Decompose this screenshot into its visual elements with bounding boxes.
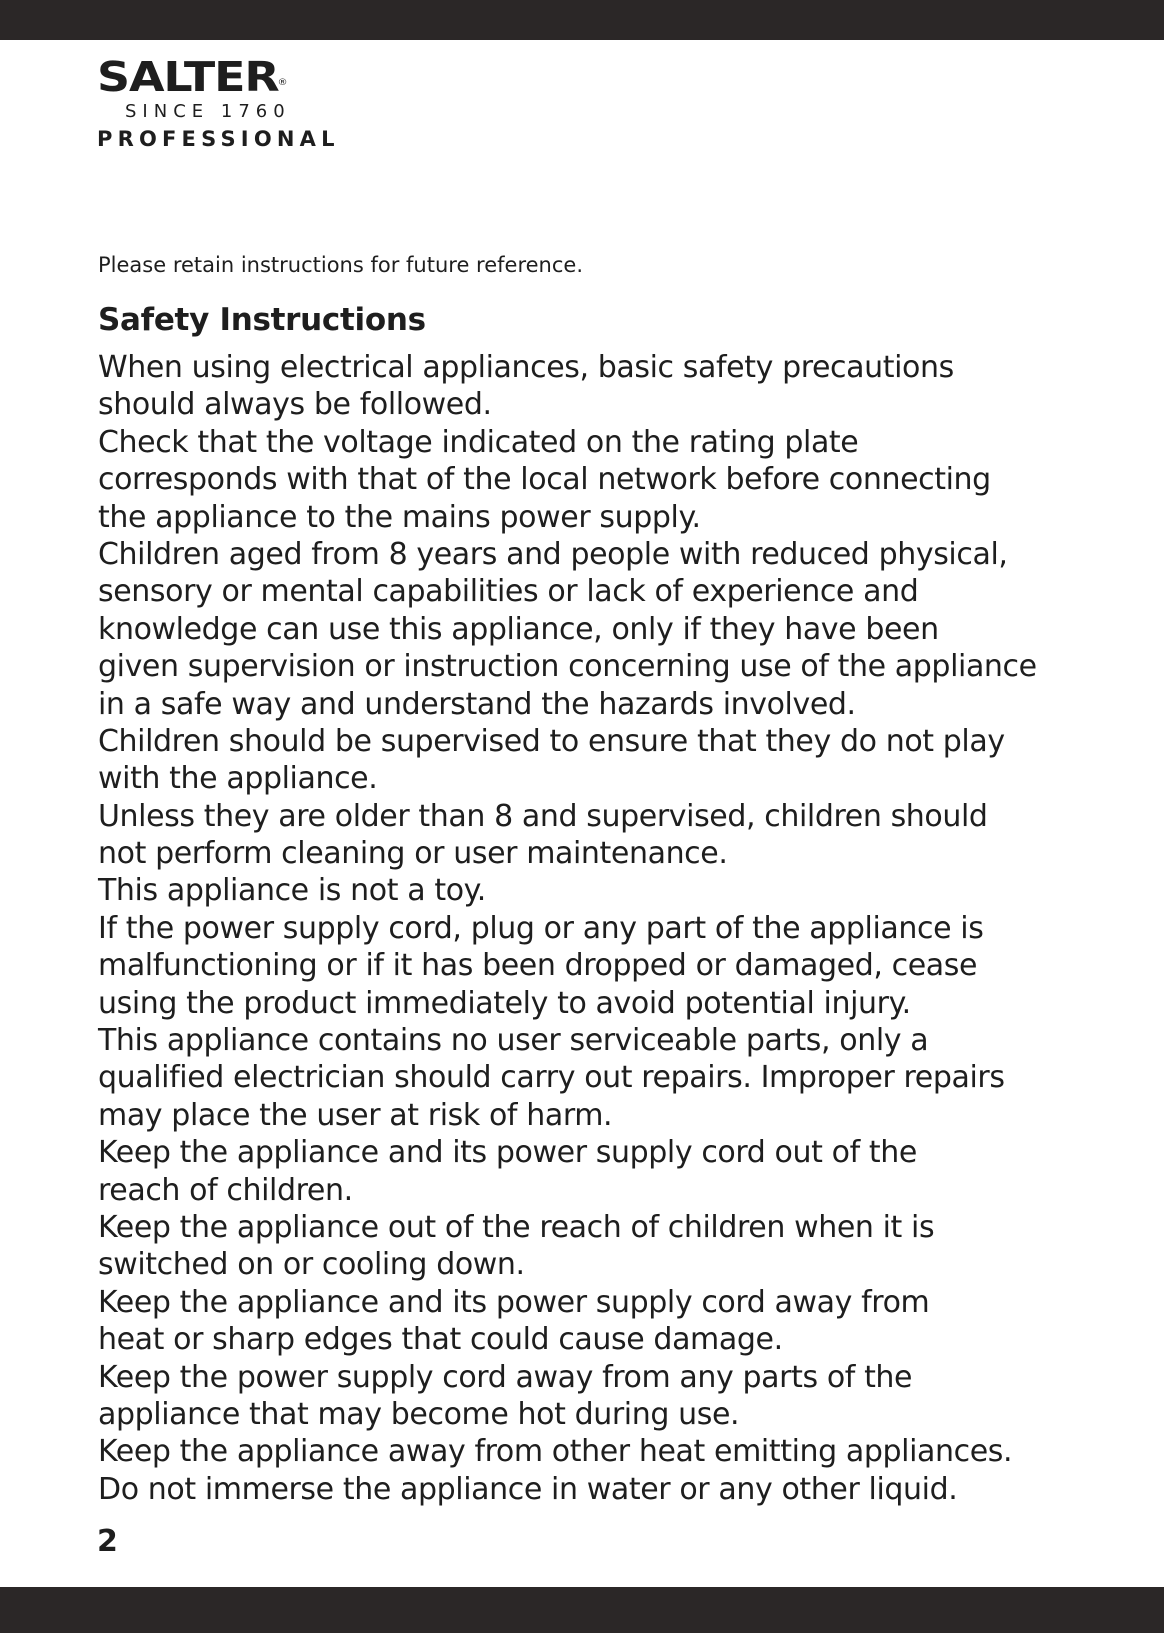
text-line: with the appliance. (98, 761, 378, 797)
text-line: qualified electrician should carry out repairs. Improper repairs (98, 1060, 1005, 1096)
logo-brand-text: SALTER (97, 53, 279, 101)
text-line: reach of children. (98, 1172, 353, 1208)
text-line: switched on or cooling down. (98, 1247, 525, 1283)
logo-since: SINCE 1760 (125, 101, 291, 122)
text-line: sensory or mental capabilities or lack of experience and (98, 574, 919, 610)
text-line: knowledge can use this appliance, only if they have been (98, 611, 939, 647)
logo-brand (97, 53, 288, 101)
text-line: corresponds with that of the local network before connecting (98, 462, 991, 498)
logo-professional: PROFESSIONAL (97, 127, 340, 151)
text-line: using the product immediately to avoid potential injury. (98, 985, 911, 1021)
top-bar (0, 0, 1164, 40)
text-line: should always be followed. (98, 387, 492, 423)
text-line: This appliance contains no user serviceable parts, only a (98, 1023, 929, 1059)
section-heading: Safety Instructions (98, 302, 426, 338)
text-line: not perform cleaning or user maintenance. (98, 836, 728, 872)
text-line: the appliance to the mains power supply. (98, 499, 701, 535)
text-line: This appliance is not a toy. (98, 873, 486, 909)
text-line: Keep the appliance and its power supply cord out of the (98, 1135, 917, 1171)
text-line: Do not immerse the appliance in water or any other liquid. (98, 1471, 958, 1507)
text-line: Children aged from 8 years and people with reduced physical, (98, 536, 1008, 572)
bottom-bar (0, 1587, 1164, 1633)
text-line: given supervision or instruction concerning use of the appliance (98, 649, 1037, 685)
text-line: Keep the appliance and its power supply cord away from (98, 1284, 930, 1320)
text-line: Unless they are older than 8 and supervised, children should (98, 798, 988, 834)
page-number: 2 (97, 1524, 118, 1559)
registered-mark: ® (277, 78, 288, 88)
safety-instructions-body (98, 349, 1098, 1508)
text-line: Keep the appliance away from other heat emitting appliances. (98, 1434, 1013, 1470)
text-line: If the power supply cord, plug or any part of the appliance is (98, 910, 984, 946)
text-line: Keep the power supply cord away from any parts of the (98, 1359, 913, 1395)
retain-note: Please retain instructions for future reference. (98, 253, 583, 277)
text-line: When using electrical appliances, basic safety precautions (98, 350, 954, 385)
text-line: heat or sharp edges that could cause damage. (98, 1322, 783, 1358)
text-line: may place the user at risk of harm. (98, 1097, 613, 1133)
text-line: Keep the appliance out of the reach of children when it is (98, 1209, 935, 1245)
text-line: appliance that may become hot during use. (98, 1396, 740, 1432)
text-line: Children should be supervised to ensure that they do not play (98, 723, 1005, 759)
salter-logo (97, 55, 357, 154)
text-line: Check that the voltage indicated on the rating plate (98, 424, 859, 460)
text-line: malfunctioning or if it has been dropped or damaged, cease (98, 948, 978, 984)
text-line: in a safe way and understand the hazards involved. (98, 686, 856, 722)
